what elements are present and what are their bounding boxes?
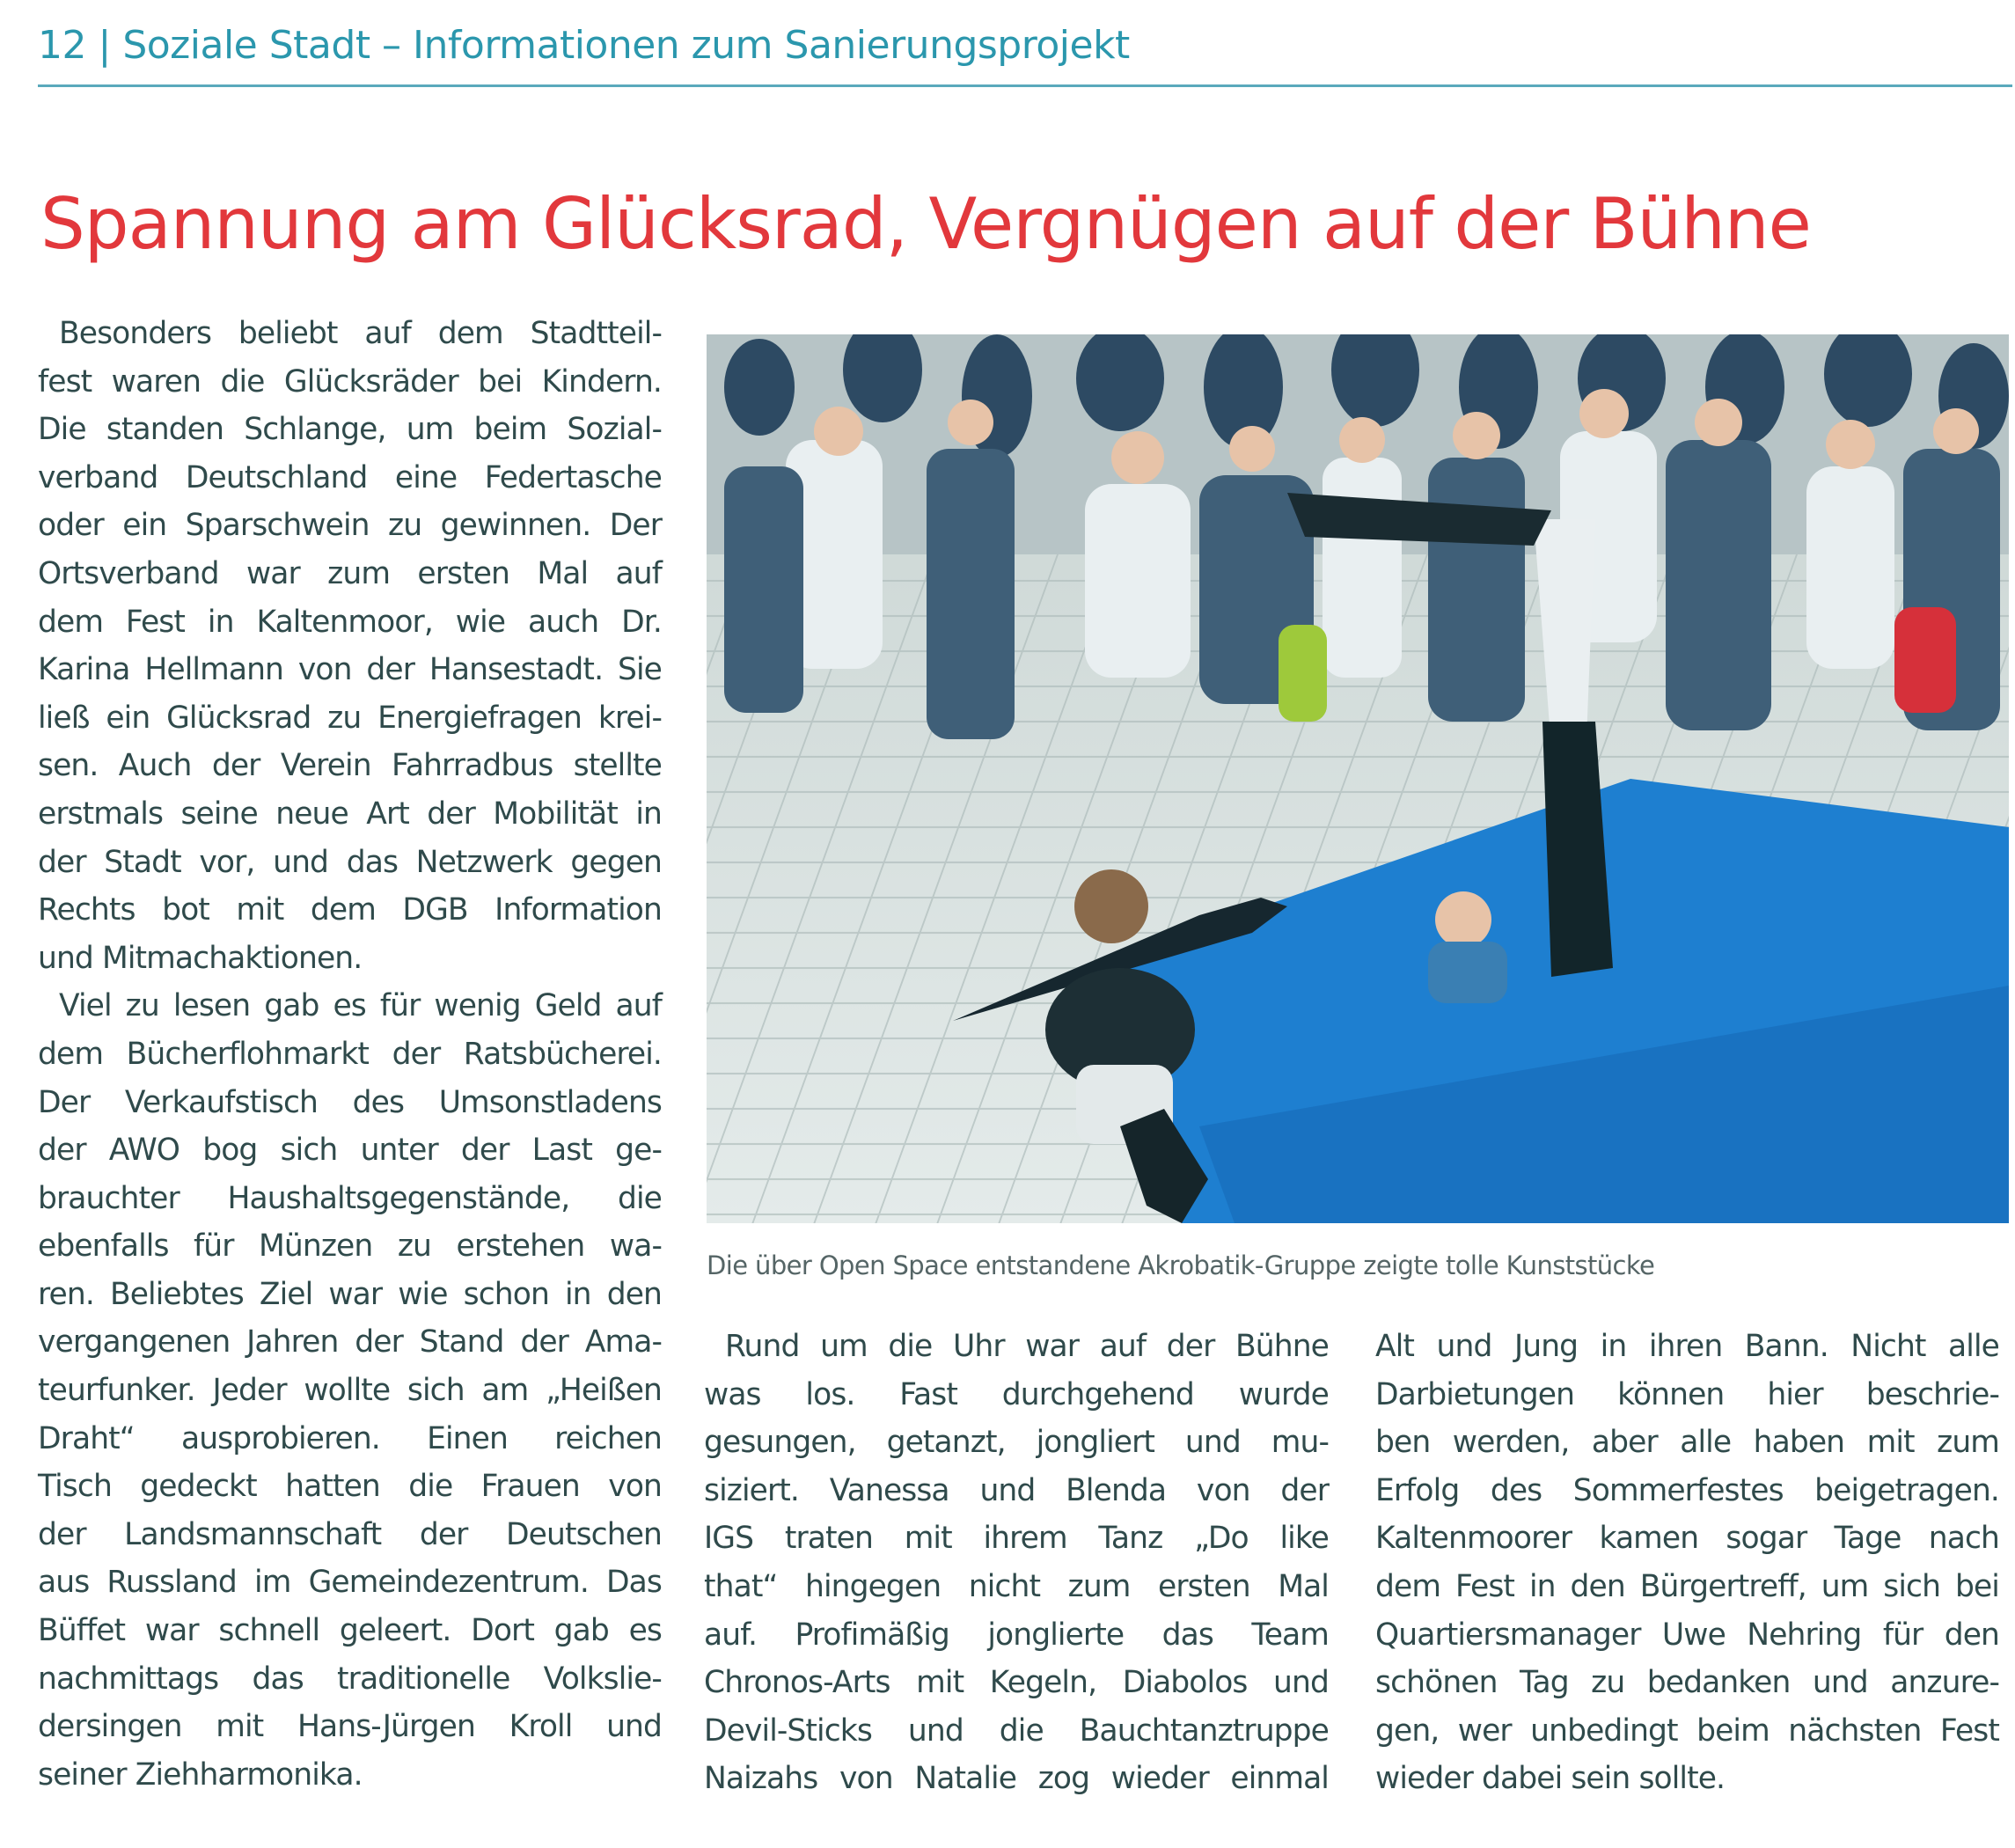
text-line: Chronos-Arts mit Kegeln, Diabolos und	[704, 1665, 1329, 1701]
text-line: der AWO bog sich unter der Last ge-	[38, 1133, 662, 1169]
text-line: Ortsverband war zum ersten Mal auf	[38, 555, 662, 591]
article-headline: Spannung am Glücksrad, Vergnügen auf der Bühne	[40, 183, 1811, 265]
left-column	[38, 310, 662, 1799]
running-header	[38, 19, 1130, 72]
text-line: aus Russland im Gemeindezentrum. Das	[38, 1565, 662, 1601]
text-line: Naizahs von Natalie zog wieder einmal	[704, 1761, 1329, 1797]
text-line: ben werden, aber alle haben mit zum	[1375, 1425, 1999, 1461]
text-line: gesungen, getanzt, jongliert und mu-	[704, 1425, 1329, 1461]
text-line: Rechts bot mit dem DGB Information	[38, 892, 662, 928]
text-line: Die standen Schlange, um beim Sozial-	[38, 412, 662, 448]
text-line: Erfolg des Sommerfestes beigetragen.	[1375, 1472, 1999, 1508]
text-line: der Landsmannschaft der Deutschen	[38, 1516, 662, 1552]
photo-caption: Die über Open Space entstandene Akrobatik-Gruppe zeigte tolle Kunststücke	[707, 1250, 1655, 1280]
middle-column	[704, 1323, 1329, 1803]
text-line: Alt und Jung in ihren Bann. Nicht alle	[1375, 1329, 1999, 1364]
text-line: IGS traten mit ihrem Tanz „Do like	[704, 1521, 1329, 1557]
page-number: 12	[38, 23, 86, 68]
text-line: oder ein Sparschwein zu gewinnen. Der	[38, 508, 662, 544]
running-title: Soziale Stadt – Informationen zum Sanierungsprojekt	[122, 23, 1130, 68]
text-line: Darbietungen können hier beschrie-	[1375, 1376, 1999, 1412]
text-line: erstmals seine neue Art der Mobilität in	[38, 796, 662, 832]
text-line: dem Bücherflohmarkt der Ratsbücherei.	[38, 1036, 662, 1072]
text-line: Viel zu lesen gab es für wenig Geld auf	[59, 988, 662, 1024]
text-line: siziert. Vanessa und Blenda von der	[704, 1472, 1329, 1508]
text-line: gen, wer unbedingt beim nächsten Fest	[1375, 1712, 1999, 1749]
text-line: der Stadt vor, und das Netzwerk gegen	[38, 844, 662, 880]
text-line: dersingen mit Hans-Jürgen Kroll und	[38, 1709, 662, 1745]
text-line: nachmittags das traditionelle Volkslie-	[38, 1661, 662, 1697]
text-line: dem Fest in Kaltenmoor, wie auch Dr.	[38, 604, 662, 640]
text-line: brauchter Haushaltsgegenstände, die	[38, 1180, 662, 1216]
right-column	[1375, 1323, 1999, 1803]
acrobatics-photo	[707, 334, 2009, 1223]
text-line: Der Verkaufstisch des Umsonstladens	[38, 1084, 662, 1120]
text-line: Devil-Sticks und die Bauchtanztruppe	[704, 1712, 1329, 1749]
text-line: Draht“ ausprobieren. Einen reichen	[38, 1420, 662, 1456]
text-line: sen. Auch der Verein Fahrradbus stellte	[38, 748, 662, 784]
text-line: Tisch gedeckt hatten die Frauen von	[38, 1469, 662, 1505]
text-line: verband Deutschland eine Federtasche	[38, 459, 662, 495]
text-line: teurfunker. Jeder wollte sich am „Heißen	[38, 1373, 662, 1409]
text-line: Besonders beliebt auf dem Stadtteil-	[59, 316, 662, 351]
text-line: schönen Tag zu bedanken und anzure-	[1375, 1665, 1999, 1701]
header-rule	[38, 84, 2012, 87]
text-line: ebenfalls für Münzen zu erstehen wa-	[38, 1228, 662, 1265]
text-line: wieder dabei sein sollte.	[1375, 1761, 1726, 1797]
text-line: ren. Beliebtes Ziel war wie schon in den	[38, 1276, 662, 1312]
text-line: auf. Profimäßig jonglierte das Team	[704, 1617, 1329, 1653]
text-line: Quartiersmanager Uwe Nehring für den	[1375, 1617, 1999, 1653]
article-photo	[707, 334, 2009, 1223]
text-line: und Mitmachaktionen.	[38, 940, 363, 976]
text-line: Kaltenmoorer kamen sogar Tage nach	[1375, 1521, 1999, 1557]
text-line: vergangenen Jahren der Stand der Ama-	[38, 1324, 662, 1360]
text-line: that“ hingegen nicht zum ersten Mal	[704, 1568, 1329, 1604]
text-line: Rund um die Uhr war auf der Bühne	[725, 1329, 1329, 1364]
text-line: was los. Fast durchgehend wurde	[704, 1376, 1329, 1412]
text-line: Büffet war schnell geleert. Dort gab es	[38, 1613, 662, 1649]
text-line: ließ ein Glücksrad zu Energiefragen krei-	[38, 700, 662, 736]
text-line: Karina Hellmann von der Hansestadt. Sie	[38, 652, 662, 688]
header-separator: |	[98, 23, 111, 68]
text-line: seiner Ziehharmonika.	[38, 1756, 363, 1793]
text-line: fest waren die Glücksräder bei Kindern.	[38, 363, 662, 400]
text-line: dem Fest in den Bürgertreff, um sich bei	[1375, 1568, 1999, 1604]
